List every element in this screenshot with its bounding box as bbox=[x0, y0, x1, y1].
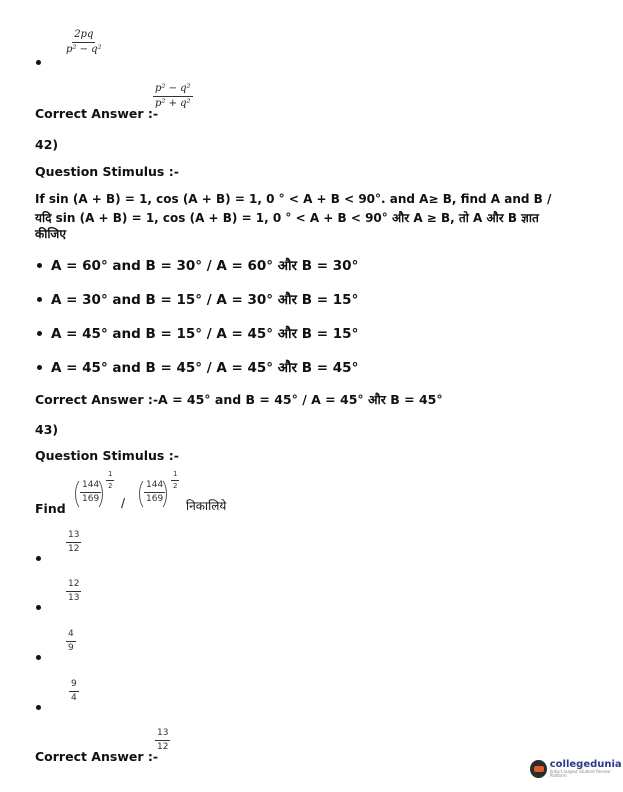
fraction-numerator: p² − q² bbox=[153, 84, 193, 97]
correct-answer: Correct Answer :-A = 45° and B = 45° / A = 45° और B = 45° bbox=[35, 392, 443, 407]
option-1: A = 60° and B = 30° / A = 60° और B = 30° bbox=[51, 258, 359, 274]
option-bullet bbox=[36, 60, 41, 65]
collegedunia-logo bbox=[530, 760, 623, 778]
fraction-denominator: 169 bbox=[146, 494, 164, 504]
question-stimulus-label: Question Stimulus :- bbox=[35, 164, 179, 179]
correct-answer-label: Correct Answer :- bbox=[35, 106, 159, 121]
exponent-denominator: 2 bbox=[173, 482, 178, 490]
option-4: A = 45° and B = 45° / A = 45° और B = 45° bbox=[51, 360, 359, 376]
exponent-numerator: 1 bbox=[171, 471, 179, 481]
question-text-hindi: यदि sin (A + B) = 1, cos (A + B) = 1, 0 ° < A + B < 90° और A ≥ B, तो A और B ज्ञात bbox=[35, 211, 539, 225]
option-bullet bbox=[36, 556, 41, 561]
correct-answer-fraction bbox=[153, 84, 193, 109]
option-bullet bbox=[37, 263, 42, 268]
expression-fraction bbox=[80, 481, 101, 504]
fraction-denominator: 169 bbox=[82, 494, 100, 504]
option-bullet bbox=[37, 297, 42, 302]
fraction-numerator: 13 bbox=[155, 729, 170, 741]
fraction-denominator: 4 bbox=[71, 693, 77, 703]
option-1-fraction bbox=[66, 531, 81, 554]
fraction-numerator: 13 bbox=[66, 531, 81, 543]
fraction-denominator: 13 bbox=[68, 593, 80, 603]
fraction-numerator: 2pq bbox=[72, 30, 95, 43]
option-bullet bbox=[37, 331, 42, 336]
option-bullet bbox=[36, 605, 41, 610]
question-text-english: If sin (A + B) = 1, cos (A + B) = 1, 0 ° < A + B < 90°. and A≥ B, find A and B / bbox=[35, 192, 552, 206]
option-bullet bbox=[37, 365, 42, 370]
correct-answer-fraction bbox=[155, 729, 170, 752]
option-4-fraction bbox=[69, 680, 79, 703]
option-bullet bbox=[36, 655, 41, 660]
question-number: 42) bbox=[35, 137, 59, 152]
fraction-denominator: p² − q² bbox=[66, 44, 102, 55]
hindi-instruction: निकालिये bbox=[186, 499, 227, 513]
exponent-numerator: 1 bbox=[106, 471, 114, 481]
fraction-denominator: 12 bbox=[68, 544, 80, 554]
fraction-numerator: 12 bbox=[66, 580, 81, 592]
option-bullet bbox=[36, 705, 41, 710]
option-3-fraction bbox=[66, 630, 76, 653]
question-stimulus-label: Question Stimulus :- bbox=[35, 448, 179, 463]
question-text-hindi-cont: कीजिए bbox=[35, 227, 66, 241]
option-2-fraction bbox=[66, 580, 81, 603]
expression-fraction bbox=[144, 481, 165, 504]
fraction-denominator: p² + q² bbox=[155, 98, 191, 109]
question-number: 43) bbox=[35, 422, 59, 437]
slash-separator: / bbox=[121, 496, 126, 510]
fraction-denominator: 12 bbox=[157, 742, 169, 752]
fraction-numerator: 144 bbox=[144, 481, 165, 493]
exponent-denominator: 2 bbox=[108, 482, 113, 490]
exponent-fraction bbox=[171, 471, 179, 490]
option-fraction bbox=[66, 30, 102, 55]
logo-tagline: India's largest Student Review Platform bbox=[549, 769, 611, 778]
fraction-numerator: 4 bbox=[66, 630, 76, 642]
find-label: Find bbox=[35, 501, 66, 516]
mascot-icon bbox=[530, 760, 547, 778]
fraction-numerator: 144 bbox=[80, 481, 101, 493]
correct-answer-label: Correct Answer :- bbox=[35, 749, 159, 764]
exponent-fraction bbox=[106, 471, 114, 490]
fraction-denominator: 9 bbox=[68, 643, 74, 653]
option-3: A = 45° and B = 15° / A = 45° और B = 15° bbox=[51, 326, 359, 342]
logo-brand: collegedunia bbox=[549, 759, 622, 770]
fraction-numerator: 9 bbox=[69, 680, 79, 692]
option-2: A = 30° and B = 15° / A = 30° और B = 15° bbox=[51, 292, 359, 308]
